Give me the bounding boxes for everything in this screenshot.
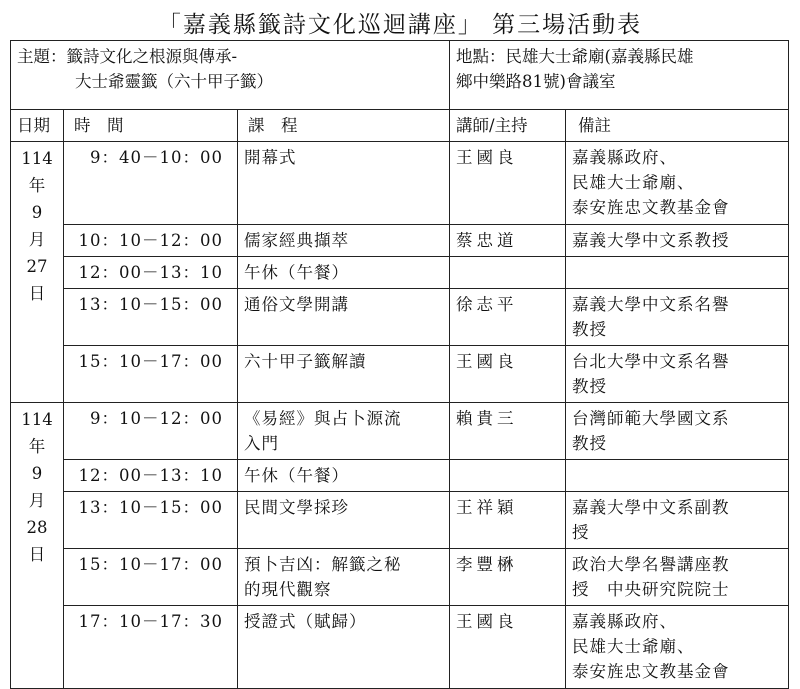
date-cell-day1: 114 年 9 月 27 日 [11,142,64,403]
table-row [11,492,789,549]
theme-cell [11,41,450,110]
theme-line-1: 主題：籤詩文化之根源與傳承- [17,47,238,66]
time-cell: 15：10－17：00 [64,346,238,403]
time-cell: 12：00－13：10 [64,257,238,289]
table-row [11,606,789,689]
note-cell: 嘉義大學中文系副教 授 [566,492,789,549]
time-cell: 12：00－13：10 [64,460,238,492]
course-cell: 午休（午餐） [238,460,450,492]
note-cell: 台北大學中文系名譽 教授 [566,346,789,403]
header-lecturer: 講師/主持 [450,110,566,142]
lecturer-cell: 王祥穎 [450,492,566,549]
note-cell [566,460,789,492]
note-cell: 嘉義縣政府、 民雄大士爺廟、 泰安旌忠文教基金會 [566,606,789,689]
table-row [11,225,789,257]
lecturer-cell [450,257,566,289]
course-cell: 儒家經典擷萃 [238,225,450,257]
time-cell: 17：10－17：30 [64,606,238,689]
note-cell: 政治大學名譽講座教 授 中央研究院院士 [566,549,789,606]
course-cell: 授證式（賦歸） [238,606,450,689]
date-cell-day2: 114 年 9 月 28 日 [11,403,64,689]
lecturer-cell: 王國良 [450,142,566,225]
lecturer-cell: 賴貴三 [450,403,566,460]
lecturer-cell: 王國良 [450,346,566,403]
theme-line-2: 大士爺靈籤（六十甲子籤） [75,72,273,91]
table-row [11,346,789,403]
course-cell: 民間文學採珍 [238,492,450,549]
time-cell: 10：10－12：00 [64,225,238,257]
course-cell: 《易經》與占卜源流 入門 [238,403,450,460]
header-time: 時 間 [64,110,238,142]
course-cell: 通俗文學開講 [238,289,450,346]
course-cell: 開幕式 [238,142,450,225]
location-line-1: 地點：民雄大士爺廟(嘉義縣民雄 [456,47,694,66]
header-date: 日期 [11,110,64,142]
header-note: 備註 [566,110,789,142]
table-row [11,403,789,460]
lecturer-cell: 李豐楙 [450,549,566,606]
time-cell: 9：40－10：00 [64,142,238,225]
table-row [11,142,789,225]
time-cell: 9：10－12：00 [64,403,238,460]
header-row [11,110,789,142]
note-cell: 台灣師範大學國文系 教授 [566,403,789,460]
time-cell: 15：10－17：00 [64,549,238,606]
lecturer-cell: 徐志平 [450,289,566,346]
note-cell [566,257,789,289]
time-cell: 13：10－15：00 [64,289,238,346]
document-title: 「嘉義縣籤詩文化巡迴講座」 第三場活動表 [157,12,643,38]
table-row [11,460,789,492]
table-row [11,549,789,606]
table-row [11,289,789,346]
course-cell: 午休（午餐） [238,257,450,289]
note-cell: 嘉義縣政府、 民雄大士爺廟、 泰安旌忠文教基金會 [566,142,789,225]
lecturer-cell: 蔡忠道 [450,225,566,257]
location-line-2: 鄉中樂路81號)會議室 [456,72,616,91]
header-course: 課 程 [238,110,450,142]
table-row [11,257,789,289]
schedule-table [10,40,789,689]
time-cell: 13：10－15：00 [64,492,238,549]
lecturer-cell: 王國良 [450,606,566,689]
course-cell: 預卜吉凶：解籤之秘 的現代觀察 [238,549,450,606]
note-cell: 嘉義大學中文系名譽 教授 [566,289,789,346]
location-cell [450,41,789,110]
lecturer-cell [450,460,566,492]
course-cell: 六十甲子籤解讀 [238,346,450,403]
theme-location-row [11,41,789,110]
note-cell: 嘉義大學中文系教授 [566,225,789,257]
